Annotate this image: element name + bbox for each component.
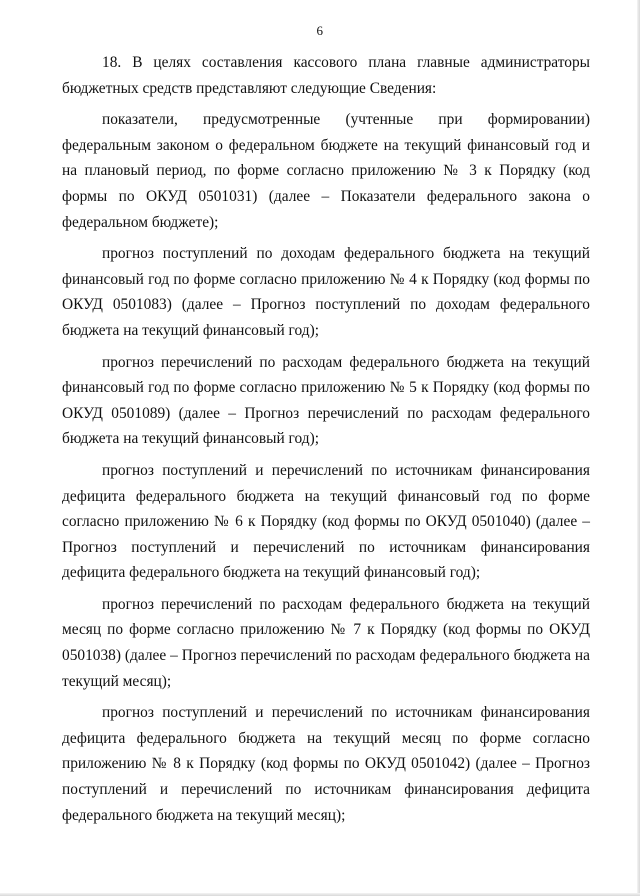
document-body: [62, 50, 590, 828]
paragraph-item-18: 18. В целях составления кассового плана главные администраторы бюджетных средств представляют следующие Сведения:: [62, 54, 590, 97]
paragraph-revenue-forecast-year: прогноз поступлений по доходам федерального бюджета на текущий финансовый год по форме согласно приложению № 4 к Порядку (код формы по ОКУД 0501083) (далее – Прогноз поступлений по доходам федерального бюджета на текущий финансовый год);: [62, 245, 590, 339]
paragraph-federal-law-indicators: показатели, предусмотренные (учтенные при формировании) федеральным законом о федеральном бюджете на текущий финансовый год и на плановый период, по форме согласно приложению № 3 к Порядку (код формы по ОКУД 0501031) (далее – Показатели федерального закона о федеральном бюджете);: [62, 111, 590, 231]
paragraph-expense-forecast-month: прогноз перечислений по расходам федерального бюджета на текущий месяц по форме согласно приложению № 7 к Порядку (код формы по ОКУД 0501038) (далее – Прогноз перечислений по расходам федерального бюджета на текущий месяц);: [62, 595, 590, 690]
paragraph-expense-forecast-year: прогноз перечислений по расходам федерального бюджета на текущий финансовый год по форме согласно приложению № 5 к Порядку (код формы по ОКУД 0501089) (далее – Прогноз перечислений по расходам федерального бюджета на текущий финансовый год);: [62, 353, 590, 448]
paragraph-deficit-financing-forecast-year: прогноз поступлений и перечислений по источникам финансирования дефицита федерального бюджета на текущий финансовый год по форме согласно приложению № 6 к Порядку (код формы по ОКУД 0501040) (далее – Прогноз поступлений и перечислений по источникам финансирования дефицита федерального бюджета на текущий финансовый год);: [62, 461, 590, 582]
paragraph-deficit-financing-forecast-month: прогноз поступлений и перечислений по источникам финансирования дефицита федерального бюджета на текущий месяц по форме согласно приложению № 8 к Порядку (код формы по ОКУД 0501042) (далее – Прогноз поступлений и перечислений по источникам финансирования дефицита федерального бюджета на текущий месяц);: [62, 704, 590, 824]
page-number: 6: [316, 23, 324, 38]
